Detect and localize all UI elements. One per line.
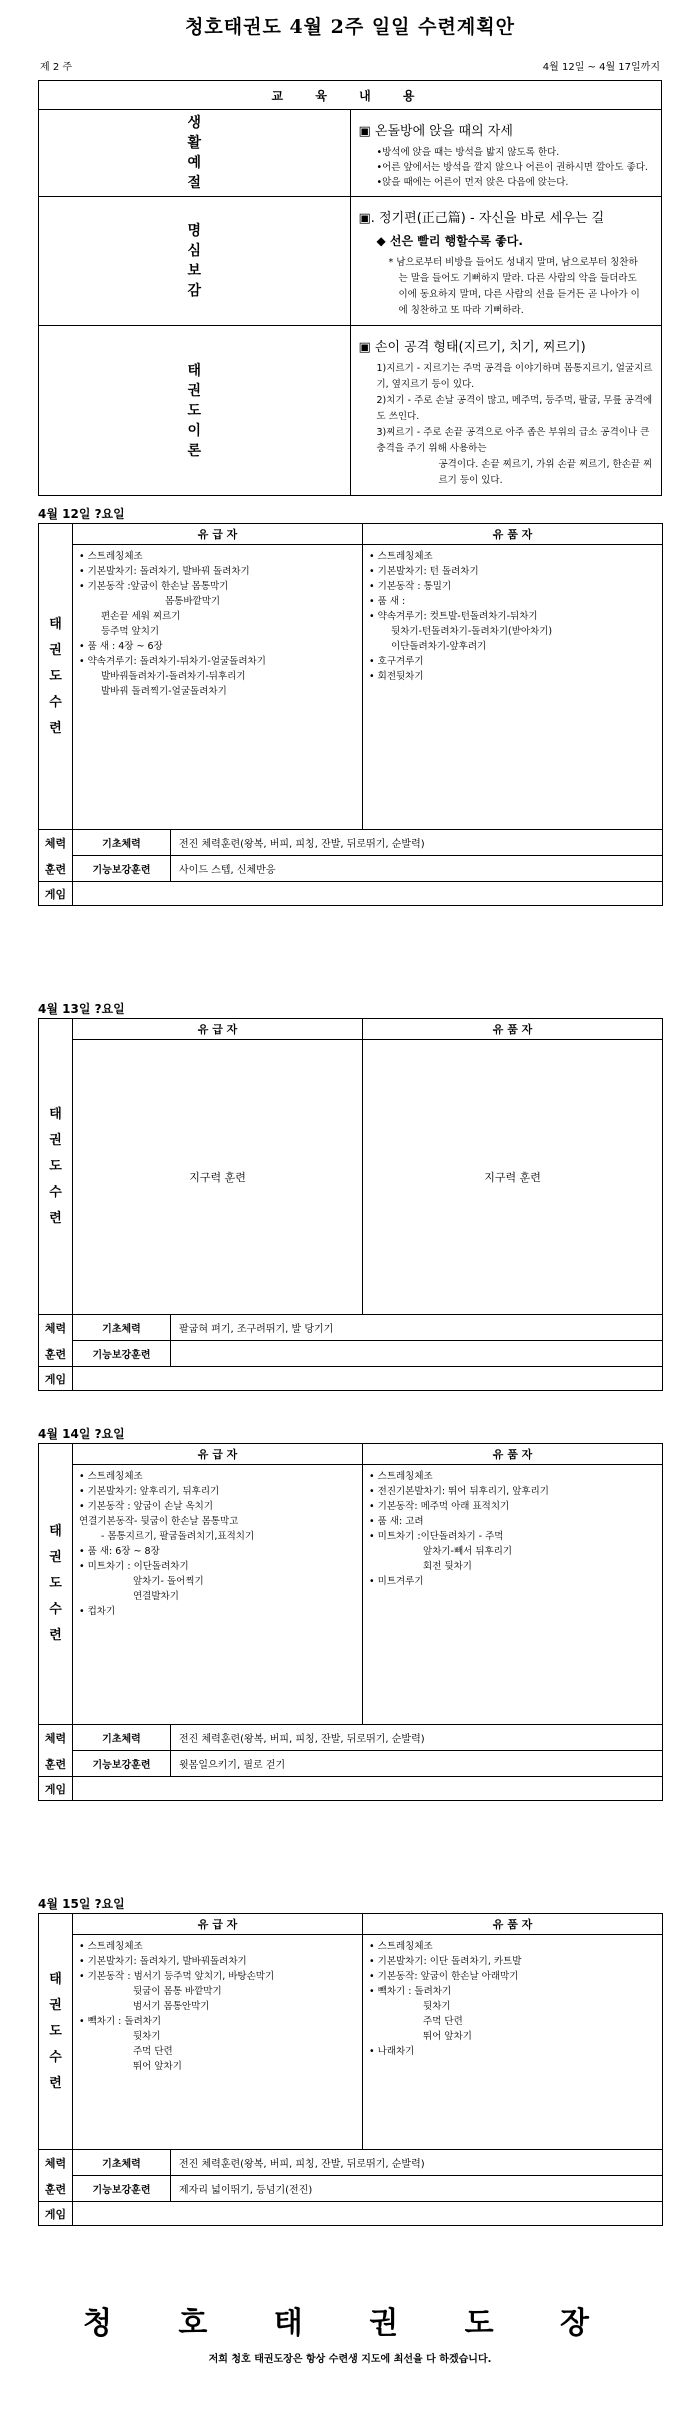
theory-line: 공격이다. 손끝 찌르기, 가위 손끝 찌르기, 한손끝 찌르기 등이 있다. bbox=[438, 459, 653, 486]
fitness-value: 전진 체력훈련(왕복, 버피, 피칭, 잔발, 뒤로뛰기, 순발력) bbox=[171, 2150, 663, 2176]
day-plan-table bbox=[38, 1018, 663, 1391]
fitness-value: 팔굽혀 펴기, 조구려뛰기, 발 당기기 bbox=[171, 1315, 663, 1341]
right-plan-cell bbox=[363, 545, 663, 830]
left-plan-item: - 몸통지르기, 팔굽돌려치기,표적치기 bbox=[101, 1531, 255, 1542]
left-plan-item: • 기본동작 : 범서기 등주먹 앞치기, 바탕손막기 bbox=[79, 1971, 275, 1982]
right-plan-item: • 스트레칭체조 bbox=[369, 1941, 433, 1952]
left-plan-item: 편손끝 세워 찌르기 bbox=[101, 611, 181, 622]
bullet: •방석에 앉을 때는 방석을 밟지 않도록 한다. bbox=[376, 147, 560, 158]
right-plan-item: • 빽차기 : 돌려차기 bbox=[369, 1986, 452, 1997]
left-plan-item: 앞차기- 돌어찍기 bbox=[133, 1576, 204, 1587]
level-left-header: 유 급 자 bbox=[73, 1444, 363, 1465]
page-title: 청호태권도 4월 2주 일일 수련계획안 bbox=[185, 16, 515, 38]
left-plan-item: • 스트레칭체조 bbox=[79, 1471, 143, 1482]
fitness-label: 기초체력 bbox=[73, 2150, 171, 2176]
left-plan-cell bbox=[73, 1465, 363, 1725]
fitness-row-label: 체력 훈련 bbox=[39, 1315, 73, 1367]
right-plan-item: 이단돌려차기-앞후려기 bbox=[391, 641, 487, 652]
section-side-etiquette: 생 활 예 절 bbox=[39, 110, 351, 197]
fitness-value: 전진 체력훈련(왕복, 버피, 피칭, 잔발, 뒤로뛰기, 순발력) bbox=[171, 830, 663, 856]
left-plan-item: 등주먹 앞치기 bbox=[101, 626, 160, 637]
day-side-label: 태 권 도 수 련 bbox=[39, 1914, 73, 2150]
function-value: 윗몸일으키기, 필로 걷기 bbox=[171, 1751, 663, 1777]
right-plan-item: • 스트레칭체조 bbox=[369, 1471, 433, 1482]
left-plan-item: 발바꿔돌려차기-돌려차기-뒤후리기 bbox=[101, 671, 246, 682]
fitness-value: 전진 체력훈련(왕복, 버피, 피칭, 잔발, 뒤로뛰기, 순발력) bbox=[171, 1725, 663, 1751]
left-plan-item: • 컵차기 bbox=[79, 1606, 116, 1617]
game-value bbox=[73, 2202, 663, 2226]
fitness-row-label: 체력 훈련 bbox=[39, 830, 73, 882]
right-plan-item: • 기본동작: 메주먹 아래 표적치기 bbox=[369, 1501, 510, 1512]
right-plan-item: 앞차기-빼서 뒤후리기 bbox=[423, 1546, 513, 1557]
left-plan-item: 발바꿔 돌려찍기-얼굴돌려차기 bbox=[101, 686, 227, 697]
right-plan-item: • 호구겨루기 bbox=[369, 656, 424, 667]
dojang-signature: 청 호 태 권 도 장 bbox=[82, 2306, 618, 2341]
section-quote: * 남으로부터 비방을 들어도 성내지 말며, 남으로부터 칭찬하는 말을 들어도 기뻐하지 말라. 다른 사람의 악을 들더라도 이에 동요하지 말며, 다른 사람의 선을 듣거든 곧 나아가 이에 칭찬하고 또 따라 기뻐하라. bbox=[388, 257, 640, 316]
right-plan-item: 회전 뒷차기 bbox=[423, 1561, 472, 1572]
section-title: ▣ 손이 공격 형태(지르기, 치기, 찌르기) bbox=[358, 340, 586, 355]
right-plan-cell bbox=[363, 1465, 663, 1725]
left-plan-item: 뒷굽이 몸통 바깥막기 bbox=[133, 1986, 222, 1997]
left-plan-cell bbox=[73, 1040, 363, 1315]
game-value bbox=[73, 1367, 663, 1391]
left-center-text: 지구력 훈련 bbox=[189, 1171, 246, 1184]
right-plan-item: • 미트겨루기 bbox=[369, 1576, 424, 1587]
left-plan-item: • 품 새: 6장 ~ 8장 bbox=[79, 1546, 160, 1557]
left-plan-item: • 빽차기 : 돌려차기 bbox=[79, 2016, 162, 2027]
day-header: 4월 15일 ?요일 bbox=[38, 1897, 125, 1911]
level-left-header: 유 급 자 bbox=[73, 1914, 363, 1935]
right-plan-item: • 전진기본발차기: 뛰어 뒤후리기, 앞후리기 bbox=[369, 1486, 549, 1497]
level-left-header: 유 급 자 bbox=[73, 1019, 363, 1040]
game-value bbox=[73, 882, 663, 906]
day-header: 4월 12일 ?요일 bbox=[38, 507, 125, 521]
fitness-label: 기초체력 bbox=[73, 1725, 171, 1751]
dojang-slogan: 저희 청호 태권도장은 항상 수련생 지도에 최선을 다 하겠습니다. bbox=[208, 2354, 492, 2365]
level-right-header: 유 품 자 bbox=[363, 524, 663, 545]
day-plan-table bbox=[38, 1443, 663, 1801]
theory-line: 3)찌르기 - 주로 손끝 공격으로 아주 좁은 부위의 급소 공격이나 큰 충격을 주기 위해 사용하는 bbox=[376, 427, 650, 454]
section-side-myeongsim: 명 심 보 감 bbox=[39, 197, 351, 326]
bullet: •어른 앞에서는 방석을 깔지 않으나 어른이 권하시면 깔아도 좋다. bbox=[376, 162, 648, 173]
right-plan-item: • 나래차기 bbox=[369, 2046, 415, 2057]
right-plan-item: 뒷차기 bbox=[423, 2001, 451, 2012]
right-plan-cell bbox=[363, 1935, 663, 2150]
function-value: 제자리 넓이뛰기, 등넘기(전진) bbox=[171, 2176, 663, 2202]
left-plan-item: 몸통바깥막기 bbox=[165, 596, 221, 607]
section-title: ▣. 정기편(正己篇) - 자신을 바로 세우는 길 bbox=[358, 211, 605, 226]
right-plan-cell bbox=[363, 1040, 663, 1315]
day-side-label: 태 권 도 수 련 bbox=[39, 1444, 73, 1725]
left-plan-item: • 스트레칭체조 bbox=[79, 551, 143, 562]
left-plan-item: 범서기 몸통안막기 bbox=[133, 2001, 210, 2012]
game-label: 게임 bbox=[39, 1367, 73, 1391]
game-label: 게임 bbox=[39, 2202, 73, 2226]
week-label: 제 2 주 bbox=[40, 62, 73, 73]
fitness-row-label: 체력 훈련 bbox=[39, 1725, 73, 1777]
right-plan-item: • 품 새: 고려 bbox=[369, 1516, 424, 1527]
date-range: 4월 12일 ~ 4월 17일까지 bbox=[542, 62, 660, 73]
left-plan-item: • 미트차기 : 이단돌려차기 bbox=[79, 1561, 189, 1572]
level-left-header: 유 급 자 bbox=[73, 524, 363, 545]
right-plan-item: • 기본동작: 앞굽이 한손날 아래막기 bbox=[369, 1971, 519, 1982]
left-plan-item: 주먹 단련 bbox=[133, 2046, 173, 2057]
section-myeongsim bbox=[350, 197, 662, 326]
theory-line: 2)치기 - 주로 손날 공격이 많고, 메주먹, 등주먹, 팔굽, 무릎 공격에도 쓰인다. bbox=[376, 395, 653, 422]
function-label: 기능보강훈련 bbox=[73, 1341, 171, 1367]
day-plan-table bbox=[38, 523, 663, 906]
fitness-label: 기초체력 bbox=[73, 1315, 171, 1341]
game-label: 게임 bbox=[39, 1777, 73, 1801]
right-plan-item: • 미트차기 :이단돌려차기 - 주먹 bbox=[369, 1531, 504, 1542]
function-value: 사이드 스텝, 신체반응 bbox=[171, 856, 663, 882]
level-right-header: 유 품 자 bbox=[363, 1019, 663, 1040]
right-plan-item: • 스트레칭체조 bbox=[369, 551, 433, 562]
left-plan-item: • 기본발차기: 앞후리기, 뒤후리기 bbox=[79, 1486, 220, 1497]
left-plan-cell bbox=[73, 1935, 363, 2150]
education-header: 교 육 내 용 bbox=[39, 81, 662, 110]
left-plan-item: 뒷차기 bbox=[133, 2031, 161, 2042]
theory-line: 1)지르기 - 지르기는 주먹 공격을 이야기하며 몸통지르기, 얼굴지르기, 옆지르기 등이 있다. bbox=[376, 363, 653, 390]
function-label: 기능보강훈련 bbox=[73, 2176, 171, 2202]
day-side-label: 태 권 도 수 련 bbox=[39, 524, 73, 830]
left-plan-item: • 기본발차기: 돌려차기, 발바꿔 돌려차기 bbox=[79, 566, 250, 577]
day-header: 4월 13일 ?요일 bbox=[38, 1002, 125, 1016]
function-value bbox=[171, 1341, 663, 1367]
bullet: •앉을 때에는 어른이 먼저 앉은 다음에 앉는다. bbox=[376, 177, 569, 188]
game-label: 게임 bbox=[39, 882, 73, 906]
right-plan-item: • 기본동작 : 통밀기 bbox=[369, 581, 452, 592]
right-center-text: 지구력 훈련 bbox=[484, 1171, 541, 1184]
section-etiquette bbox=[350, 110, 662, 197]
level-right-header: 유 품 자 bbox=[363, 1914, 663, 1935]
left-plan-item: • 기본발차기: 돌려차기, 발바꿔돌려차기 bbox=[79, 1956, 247, 1967]
left-plan-item: 뛰어 앞차기 bbox=[133, 2061, 182, 2072]
left-plan-item: • 기본동작 : 앞굽이 손날 옥치기 bbox=[79, 1501, 214, 1512]
section-subtitle: ◆ 선은 빨리 행할수록 좋다. bbox=[376, 234, 523, 248]
level-right-header: 유 품 자 bbox=[363, 1444, 663, 1465]
day-header: 4월 14일 ?요일 bbox=[38, 1427, 125, 1441]
left-plan-item: • 스트레칭체조 bbox=[79, 1941, 143, 1952]
section-side-theory: 태 권 도 이 론 bbox=[39, 326, 351, 496]
education-table bbox=[38, 80, 662, 496]
function-label: 기능보강훈련 bbox=[73, 856, 171, 882]
right-plan-item: 주먹 단련 bbox=[423, 2016, 463, 2027]
game-value bbox=[73, 1777, 663, 1801]
fitness-row-label: 체력 훈련 bbox=[39, 2150, 73, 2202]
right-plan-item: 뒷차기-턴돌려차기-돌려차기(받아차기) bbox=[391, 626, 553, 637]
right-plan-item: • 품 새 : bbox=[369, 596, 406, 607]
right-plan-item: • 약속겨루기: 컷트발-턴돌려차기-뒤차기 bbox=[369, 611, 538, 622]
function-label: 기능보강훈련 bbox=[73, 1751, 171, 1777]
section-title: ▣ 온돌방에 앉을 때의 자세 bbox=[358, 124, 513, 139]
right-plan-item: 뛰어 앞차기 bbox=[423, 2031, 472, 2042]
left-plan-item: • 약속겨루기: 돌려차기-뒤차기-얼굴돌려차기 bbox=[79, 656, 266, 667]
section-theory bbox=[350, 326, 662, 496]
right-plan-item: • 기본발차기: 턴 돌려차기 bbox=[369, 566, 479, 577]
left-plan-item: • 품 새 : 4장 ~ 6장 bbox=[79, 641, 163, 652]
right-plan-item: • 회전뒷차기 bbox=[369, 671, 424, 682]
right-plan-item: • 기본발차기: 이단 돌려차기, 카트발 bbox=[369, 1956, 522, 1967]
day-plan-table bbox=[38, 1913, 663, 2226]
day-side-label: 태 권 도 수 련 bbox=[39, 1019, 73, 1315]
fitness-label: 기초체력 bbox=[73, 830, 171, 856]
left-plan-item: • 기본동작 :앞굽이 한손날 몸통막기 bbox=[79, 581, 229, 592]
left-plan-item: 연결기본동작- 뒷굽이 한손날 몸통막고 bbox=[79, 1516, 239, 1527]
left-plan-item: 연결발차기 bbox=[133, 1591, 179, 1602]
left-plan-cell bbox=[73, 545, 363, 830]
